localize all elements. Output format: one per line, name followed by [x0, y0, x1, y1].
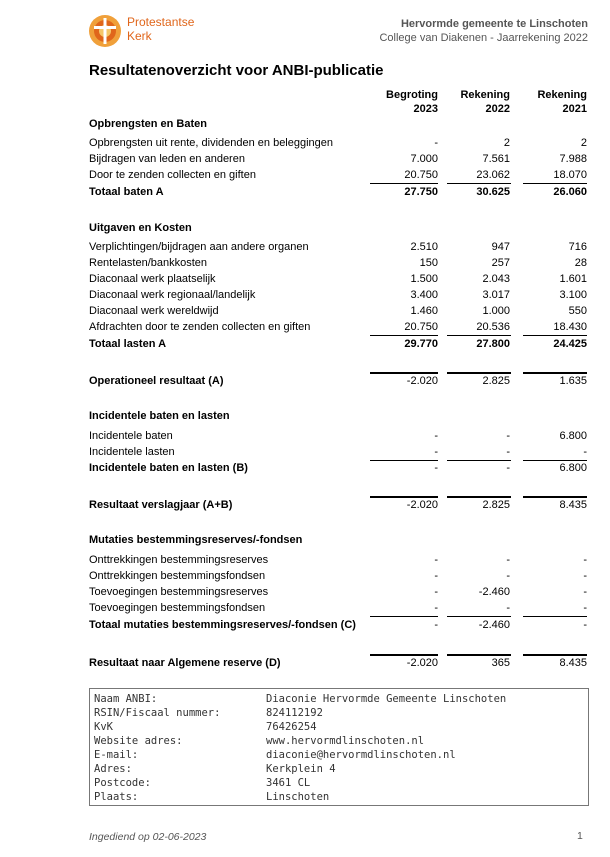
info-key: Plaats: — [94, 791, 139, 803]
cell-rekening-2021: 6.800 — [559, 462, 587, 474]
cell-rekening-2021: 28 — [574, 257, 587, 269]
logo-text — [127, 15, 194, 43]
total-row — [89, 186, 587, 201]
cell-rekening-2021: - — [583, 586, 587, 598]
row-label: Toevoegingen bestemmingsfondsen — [89, 602, 266, 614]
cell-rekening-2022: 7.561 — [482, 153, 510, 165]
cell-rekening-2022: 2.825 — [482, 375, 510, 387]
document-subtitle: College van Diakenen - Jaarrekening 2022 — [379, 32, 588, 44]
cell-rekening-2021: 716 — [568, 241, 587, 253]
cell-rekening-2022: 2.043 — [482, 273, 510, 285]
cell-begroting: 7.000 — [410, 153, 438, 165]
cell-begroting: 1.460 — [410, 305, 438, 317]
row-label: Afdrachten door te zenden collecten en giften — [89, 321, 311, 333]
cell-rekening-2022: 947 — [491, 241, 510, 253]
cell-begroting: 29.770 — [404, 338, 438, 350]
subtotal-line — [370, 335, 438, 336]
result-line — [523, 654, 587, 656]
info-value: diaconie@hervormdlinschoten.nl — [266, 749, 456, 761]
cell-begroting: -2.020 — [406, 657, 438, 669]
info-value: www.hervormdlinschoten.nl — [266, 735, 425, 747]
cell-begroting: - — [434, 554, 438, 566]
cell-rekening-2022: 365 — [491, 657, 510, 669]
row-label: Opbrengsten uit rente, dividenden en beleggingen — [89, 137, 334, 149]
row-label: Incidentele baten en lasten (B) — [89, 462, 248, 474]
table-row — [89, 137, 587, 152]
cell-begroting: 20.750 — [404, 321, 438, 333]
cell-rekening-2021: 2 — [580, 137, 587, 149]
cell-begroting: 20.750 — [404, 169, 438, 181]
row-label: Diaconaal werk regionaal/landelijk — [89, 289, 256, 301]
row-label: Toevoegingen bestemmingsreserves — [89, 586, 269, 598]
column-header-rekening-2021 — [517, 88, 587, 116]
row-label: Resultaat verslagjaar (A+B) — [89, 499, 233, 511]
row-label: Totaal lasten A — [89, 338, 167, 350]
page-number: 1 — [577, 830, 583, 842]
cell-rekening-2022: 23.062 — [476, 169, 510, 181]
table-row — [89, 321, 587, 336]
row-label: Incidentele lasten — [89, 446, 175, 458]
cell-begroting: 1.500 — [410, 273, 438, 285]
subtotal-line — [523, 616, 587, 617]
table-row — [89, 586, 587, 601]
table-row — [89, 153, 587, 168]
cell-begroting: - — [434, 446, 438, 458]
organization-name: Hervormde gemeente te Linschoten — [400, 18, 588, 30]
info-key: Adres: — [94, 763, 132, 775]
cell-rekening-2022: - — [506, 430, 510, 442]
cell-rekening-2021: - — [583, 602, 587, 614]
info-value: 3461 CL — [266, 777, 311, 789]
cell-rekening-2021: 3.100 — [559, 289, 587, 301]
table-row — [89, 241, 587, 256]
row-label: Rentelasten/bankkosten — [89, 257, 208, 269]
cell-rekening-2022: - — [506, 462, 510, 474]
result-line — [447, 654, 511, 656]
result-row-verslagjaar — [89, 499, 587, 514]
row-label: Diaconaal werk plaatselijk — [89, 273, 216, 285]
column-header-line1: Rekening — [460, 89, 510, 101]
cell-rekening-2021: - — [583, 570, 587, 582]
cell-rekening-2022: - — [506, 554, 510, 566]
info-value: 76426254 — [266, 721, 317, 733]
cell-begroting: - — [434, 602, 438, 614]
cell-begroting: 3.400 — [410, 289, 438, 301]
row-label: Verplichtingen/bijdragen aan andere organen — [89, 241, 309, 253]
result-line — [447, 496, 511, 498]
section-heading-mutaties — [89, 534, 587, 549]
section-heading-uitgaven — [89, 222, 587, 237]
table-row — [89, 257, 587, 272]
page-title: Resultatenoverzicht voor ANBI-publicatie — [89, 62, 384, 79]
row-label: Incidentele baten — [89, 430, 173, 442]
cell-begroting: -2.020 — [406, 499, 438, 511]
cell-begroting: - — [434, 570, 438, 582]
cell-rekening-2021: 1.635 — [559, 375, 587, 387]
column-header-line2: 2022 — [485, 103, 510, 115]
info-value: Kerkplein 4 — [266, 763, 336, 775]
cell-begroting: 27.750 — [404, 186, 438, 198]
cell-begroting: 2.510 — [410, 241, 438, 253]
row-label: Onttrekkingen bestemmingsfondsen — [89, 570, 266, 582]
cell-rekening-2021: 26.060 — [553, 186, 587, 198]
total-row — [89, 462, 587, 477]
table-row — [89, 602, 587, 617]
row-label: Totaal mutaties bestemmingsreserves/-fondsen (C) — [89, 619, 356, 631]
table-row — [89, 430, 587, 445]
column-header-line1: Begroting — [386, 89, 438, 101]
cell-rekening-2021: 8.435 — [559, 657, 587, 669]
subtotal-line — [447, 616, 511, 617]
logo-line1: Protestantse — [127, 15, 195, 29]
cell-rekening-2021: 24.425 — [553, 338, 587, 350]
info-value: 824112192 — [266, 707, 323, 719]
row-label: Diaconaal werk wereldwijd — [89, 305, 219, 317]
cell-rekening-2022: 2 — [503, 137, 510, 149]
row-label: Resultaat naar Algemene reserve (D) — [89, 657, 281, 669]
subtotal-line — [370, 460, 438, 461]
subtotal-line — [370, 616, 438, 617]
row-label: Onttrekkingen bestemmingsreserves — [89, 554, 269, 566]
cell-rekening-2021: - — [583, 554, 587, 566]
cell-rekening-2021: 1.601 — [559, 273, 587, 285]
table-row — [89, 169, 587, 184]
result-line — [523, 496, 587, 498]
cell-rekening-2022: 1.000 — [482, 305, 510, 317]
table-row — [89, 289, 587, 304]
cell-rekening-2022: 257 — [491, 257, 510, 269]
cell-rekening-2022: 30.625 — [476, 186, 510, 198]
cell-rekening-2021: 7.988 — [559, 153, 587, 165]
cell-begroting: 150 — [419, 257, 438, 269]
info-key: E-mail: — [94, 749, 139, 761]
info-key: Website adres: — [94, 735, 183, 747]
result-line — [370, 496, 438, 498]
row-label: Opbrengsten en Baten — [89, 118, 207, 130]
subtotal-line — [523, 183, 587, 184]
result-row-algemene-reserve — [89, 657, 587, 672]
cell-rekening-2021: 550 — [568, 305, 587, 317]
table-row — [89, 570, 587, 585]
total-row — [89, 338, 587, 353]
section-heading-opbrengsten — [89, 118, 587, 133]
table-row — [89, 273, 587, 288]
subtotal-line — [370, 183, 438, 184]
cell-begroting: -2.020 — [406, 375, 438, 387]
cell-rekening-2022: - — [506, 446, 510, 458]
subtotal-line — [447, 183, 511, 184]
info-value: Diaconie Hervormde Gemeente Linschoten — [266, 693, 507, 705]
cell-rekening-2021: 6.800 — [559, 430, 587, 442]
cell-begroting: - — [434, 462, 438, 474]
anbi-info-box — [89, 688, 589, 806]
row-label: Operationeel resultaat (A) — [89, 375, 224, 387]
result-row-operationeel — [89, 375, 587, 390]
logo-line2: Kerk — [127, 29, 152, 43]
info-key: KvK — [94, 721, 113, 733]
cell-rekening-2021: 8.435 — [559, 499, 587, 511]
column-header-rekening-2022 — [440, 88, 510, 116]
subtotal-line — [523, 335, 587, 336]
info-key: Naam ANBI: — [94, 693, 158, 705]
row-label: Totaal baten A — [89, 186, 164, 198]
total-row — [89, 619, 587, 634]
row-label: Bijdragen van leden en anderen — [89, 153, 245, 165]
subtotal-line — [447, 335, 511, 336]
result-line — [370, 654, 438, 656]
table-row — [89, 554, 587, 569]
row-label: Door te zenden collecten en giften — [89, 169, 256, 181]
cell-begroting: - — [434, 586, 438, 598]
info-key: RSIN/Fiscaal nummer: — [94, 707, 221, 719]
row-label: Mutaties bestemmingsreserves/-fondsen — [89, 534, 303, 546]
cell-rekening-2021: - — [583, 619, 587, 631]
cell-rekening-2022: - — [506, 570, 510, 582]
cell-rekening-2022: 3.017 — [482, 289, 510, 301]
cell-rekening-2022: -2.460 — [478, 619, 510, 631]
info-value: Linschoten — [266, 791, 330, 803]
info-key: Postcode: — [94, 777, 151, 789]
cell-begroting: - — [434, 430, 438, 442]
protestantse-kerk-logo — [88, 14, 122, 48]
section-heading-incidenteel — [89, 410, 587, 425]
table-row — [89, 446, 587, 461]
cell-rekening-2021: 18.430 — [553, 321, 587, 333]
cell-rekening-2021: 18.070 — [553, 169, 587, 181]
cell-begroting: - — [434, 619, 438, 631]
result-line — [447, 372, 511, 374]
cell-rekening-2021: - — [583, 446, 587, 458]
cell-rekening-2022: - — [506, 602, 510, 614]
submission-date: Ingediend op 02-06-2023 — [89, 831, 207, 843]
table-row — [89, 305, 587, 320]
column-header-begroting-2023 — [368, 88, 438, 116]
document-header — [379, 17, 588, 45]
subtotal-line — [523, 460, 587, 461]
row-label: Incidentele baten en lasten — [89, 410, 230, 422]
result-line — [523, 372, 587, 374]
cell-rekening-2022: 27.800 — [476, 338, 510, 350]
row-label: Uitgaven en Kosten — [89, 222, 192, 234]
column-header-line2: 2023 — [413, 103, 438, 115]
cell-rekening-2022: 20.536 — [476, 321, 510, 333]
cell-rekening-2022: -2.460 — [478, 586, 510, 598]
cell-rekening-2022: 2.825 — [482, 499, 510, 511]
column-header-line1: Rekening — [537, 89, 587, 101]
subtotal-line — [447, 460, 511, 461]
column-header-line2: 2021 — [562, 103, 587, 115]
cell-begroting: - — [434, 137, 438, 149]
result-line — [370, 372, 438, 374]
